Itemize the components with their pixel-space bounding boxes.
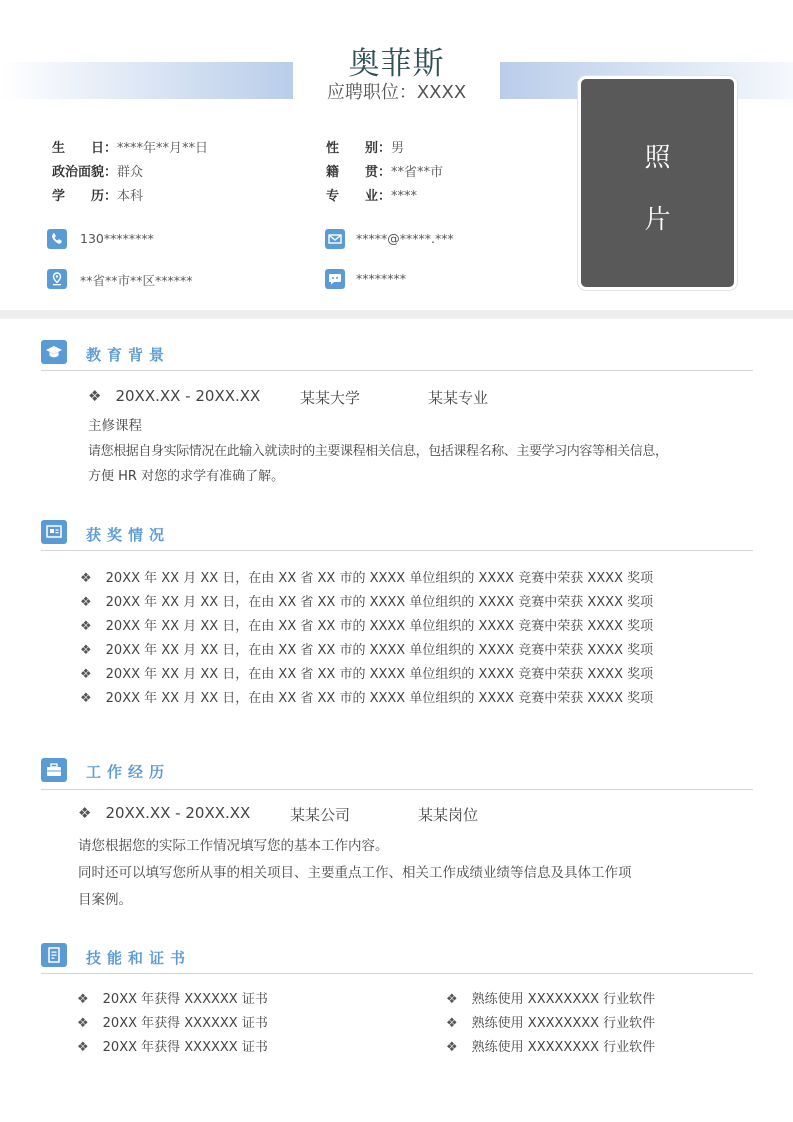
education-entry: ❖ 20XX.XX - 20XX.XX [88, 387, 261, 405]
skill-item: ❖ 熟练使用 XXXXXXXX 行业软件 [446, 1040, 656, 1055]
award-item: ❖ 20XX 年 XX 月 XX 日，在由 XX 省 XX 市的 XXXX 单位组织的 XXXX 竞赛中荣获 XXXX 奖项 [80, 619, 654, 634]
info-education: 学 历：本科 [52, 189, 144, 204]
work-company: 某某公司 [290, 806, 351, 824]
education-desc-1: 请您根据自身实际情况在此输入就读时的主要课程相关信息，包括课程名称、主要学习内容等相关信息， [88, 444, 668, 459]
award-item: ❖ 20XX 年 XX 月 XX 日，在由 XX 省 XX 市的 XXXX 单位组织的 XXXX 竞赛中荣获 XXXX 奖项 [80, 571, 654, 586]
photo-label-2: 片 [644, 205, 671, 235]
work-desc-3: 目案例。 [78, 892, 132, 908]
info-major: 专 业：**** [326, 189, 418, 204]
photo-placeholder[interactable] [578, 76, 737, 290]
candidate-name: 奥菲斯 [348, 46, 445, 82]
courses-label: 主修课程 [88, 418, 142, 434]
certificate-icon [41, 520, 67, 544]
document-list-icon [41, 943, 67, 967]
chat-bubble-icon [325, 269, 345, 289]
award-item: ❖ 20XX 年 XX 月 XX 日，在由 XX 省 XX 市的 XXXX 单位组织的 XXXX 竞赛中荣获 XXXX 奖项 [80, 595, 654, 610]
certificate-item: ❖ 20XX 年获得 XXXXXX 证书 [77, 992, 268, 1007]
graduation-cap-icon [41, 340, 67, 364]
awards-underline [41, 550, 753, 551]
education-title: 教育背景 [86, 346, 171, 364]
skill-item: ❖ 熟练使用 XXXXXXXX 行业软件 [446, 992, 656, 1007]
info-gender: 性 别：男 [326, 141, 405, 156]
skills-underline [41, 973, 753, 974]
home-address: **省**市**区****** [80, 273, 193, 288]
envelope-icon [325, 229, 345, 249]
skill-item: ❖ 熟练使用 XXXXXXXX 行业软件 [446, 1016, 656, 1031]
award-item: ❖ 20XX 年 XX 月 XX 日，在由 XX 省 XX 市的 XXXX 单位组织的 XXXX 竞赛中荣获 XXXX 奖项 [80, 667, 654, 682]
briefcase-icon [41, 758, 67, 782]
phone-number[interactable]: 130******** [80, 231, 154, 246]
education-period: 20XX.XX - 20XX.XX [115, 387, 261, 405]
education-desc-2: 方便 HR 对您的求学有准确了解。 [88, 469, 285, 484]
work-desc-1: 请您根据您的实际工作情况填写您的基本工作内容。 [78, 838, 389, 854]
header-divider [0, 310, 793, 319]
work-entry: ❖ 20XX.XX - 20XX.XX [78, 804, 251, 822]
job-title: 应聘职位：XXXX [326, 82, 467, 103]
education-major: 某某专业 [428, 389, 489, 407]
certificate-item: ❖ 20XX 年获得 XXXXXX 证书 [77, 1016, 268, 1031]
award-item: ❖ 20XX 年 XX 月 XX 日，在由 XX 省 XX 市的 XXXX 单位组织的 XXXX 竞赛中荣获 XXXX 奖项 [80, 691, 654, 706]
work-period: 20XX.XX - 20XX.XX [105, 804, 251, 822]
phone-icon [47, 229, 67, 249]
education-underline [41, 370, 753, 371]
location-pin-icon [47, 269, 67, 289]
work-desc-2: 同时还可以填写您所从事的相关项目、主要重点工作、相关工作成绩业绩等信息及具体工作项 [78, 865, 632, 881]
info-origin: 籍 贯：**省**市 [326, 165, 444, 180]
education-school: 某某大学 [300, 389, 361, 407]
photo-label-1: 照 [644, 143, 671, 173]
wechat-id: ******** [356, 271, 406, 286]
awards-title: 获奖情况 [86, 526, 171, 544]
work-underline [41, 789, 753, 790]
email-address[interactable]: *****@*****.*** [356, 231, 454, 246]
info-birth: 生 日：****年**月**日 [52, 141, 209, 156]
work-position: 某某岗位 [418, 806, 479, 824]
award-item: ❖ 20XX 年 XX 月 XX 日，在由 XX 省 XX 市的 XXXX 单位组织的 XXXX 竞赛中荣获 XXXX 奖项 [80, 643, 654, 658]
work-title: 工作经历 [86, 763, 171, 781]
info-politics: 政治面貌：群众 [52, 165, 144, 180]
skills-title: 技能和证书 [86, 949, 192, 967]
certificate-item: ❖ 20XX 年获得 XXXXXX 证书 [77, 1040, 268, 1055]
